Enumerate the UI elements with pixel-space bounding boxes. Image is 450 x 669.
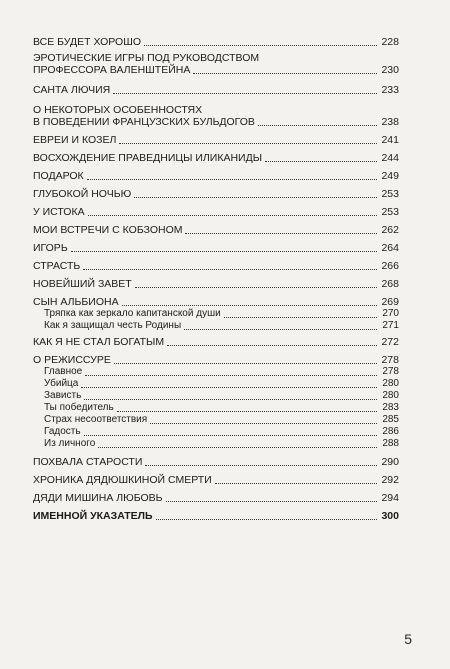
toc-entry-title: ГЛУБОКОЙ НОЧЬЮ — [33, 188, 132, 200]
dot-leader — [215, 482, 377, 484]
toc-entry-title: О РЕЖИССУРЕ — [33, 354, 111, 366]
dot-leader — [84, 434, 377, 436]
dot-leader — [114, 362, 377, 364]
toc-subentry — [33, 390, 399, 402]
toc-entry-title: ЭРОТИЧЕСКИЕ ИГРЫ ПОД РУКОВОДСТВОМ — [33, 52, 260, 64]
toc-page-number: 288 — [382, 438, 399, 449]
dot-leader — [81, 386, 377, 388]
toc-page-number: 262 — [381, 224, 399, 236]
dot-leader — [135, 286, 377, 288]
toc-entry — [33, 492, 399, 504]
toc-page-number: 271 — [382, 320, 399, 331]
toc-page-number: 270 — [382, 308, 399, 319]
dot-leader — [150, 422, 377, 424]
toc-page-number: 280 — [382, 378, 399, 389]
toc-entry — [33, 152, 399, 164]
toc-entry — [33, 336, 399, 348]
toc-entry-title: ВСЕ БУДЕТ ХОРОШО — [33, 36, 142, 48]
toc-page-number: 290 — [381, 456, 399, 468]
toc-page-number: 230 — [381, 64, 399, 76]
dot-leader — [185, 232, 377, 234]
dot-leader — [117, 410, 377, 412]
toc-entry — [33, 474, 399, 486]
toc-page-number: 253 — [381, 206, 399, 218]
toc-page-number: 241 — [381, 134, 399, 146]
dot-leader — [134, 196, 377, 198]
toc-entry — [33, 104, 399, 128]
dot-leader — [224, 316, 377, 318]
toc-entry-title: ИМЕННОЙ УКАЗАТЕЛЬ — [33, 510, 153, 522]
toc-entry-title: Как я защищал честь Родины — [44, 320, 182, 331]
toc-entry — [33, 354, 399, 366]
toc-subentry — [33, 320, 399, 332]
toc-entry — [33, 278, 399, 290]
toc-entry-title: КАК Я НЕ СТАЛ БОГАТЫМ — [33, 336, 165, 348]
dot-leader — [156, 518, 377, 520]
toc-page-number: 228 — [381, 36, 399, 48]
toc-entry-title: ЕВРЕИ И КОЗЕЛ — [33, 134, 117, 146]
toc-entry-title: Главное — [44, 366, 83, 377]
toc-entry-title: Зависть — [44, 390, 82, 401]
toc-entry-title: СЫН АЛЬБИОНА — [33, 296, 119, 308]
toc-page-number: 266 — [381, 260, 399, 272]
toc-entry — [33, 188, 399, 200]
dot-leader — [193, 72, 377, 74]
dot-leader — [166, 500, 377, 502]
toc-entry — [33, 296, 399, 308]
toc-page-number: 280 — [382, 390, 399, 401]
toc-entry-title: О НЕКОТОРЫХ ОСОБЕННОСТЯХ — [33, 104, 203, 116]
toc-page-number: 300 — [381, 510, 399, 522]
toc-page-number: 286 — [382, 426, 399, 437]
toc-page-number: 264 — [381, 242, 399, 254]
dot-leader — [144, 44, 377, 46]
toc-entry — [33, 36, 399, 48]
toc-entry — [33, 206, 399, 218]
toc-page-number: 272 — [381, 336, 399, 348]
toc-entry-title: Убийца — [44, 378, 79, 389]
dot-leader — [113, 92, 377, 94]
toc-entry-title: ПОХВАЛА СТАРОСТИ — [33, 456, 143, 468]
toc-page-number: 253 — [381, 188, 399, 200]
dot-leader — [87, 178, 377, 180]
toc-subentry — [33, 414, 399, 426]
toc-entry-title: ДЯДИ МИШИНА ЛЮБОВЬ — [33, 492, 163, 504]
toc-entry — [33, 260, 399, 272]
toc-entry-title: ХРОНИКА ДЯДЮШКИНОЙ СМЕРТИ — [33, 474, 212, 486]
toc-entry-title: СТРАСТЬ — [33, 260, 81, 272]
dot-leader — [122, 304, 377, 306]
toc-entry-title: ПРОФЕССОРА ВАЛЕНШТЕЙНА — [33, 64, 191, 76]
toc-entry — [33, 242, 399, 254]
dot-leader — [71, 250, 377, 252]
toc-subentry — [33, 402, 399, 414]
toc-page-number: 233 — [381, 84, 399, 96]
toc-entry-title: Ты победитель — [44, 402, 114, 413]
dot-leader — [184, 328, 377, 330]
toc-entry — [33, 510, 399, 522]
toc-entry-title: САНТА ЛЮЧИЯ — [33, 84, 111, 96]
dot-leader — [167, 344, 377, 346]
toc-entry — [33, 52, 399, 76]
dot-leader — [119, 142, 377, 144]
toc-entry — [33, 134, 399, 146]
dot-leader — [145, 464, 377, 466]
dot-leader — [98, 446, 377, 448]
toc-entry — [33, 84, 399, 96]
toc-entry-title: ИГОРЬ — [33, 242, 68, 254]
toc-page-number: 283 — [382, 402, 399, 413]
dot-leader — [265, 160, 377, 162]
toc-subentry — [33, 308, 399, 320]
toc-page-number: 244 — [381, 152, 399, 164]
toc-page-number: 268 — [381, 278, 399, 290]
toc-subentry — [33, 438, 399, 450]
toc-entry — [33, 224, 399, 236]
dot-leader — [84, 398, 377, 400]
toc-entry-title: Страх несоответствия — [44, 414, 148, 425]
toc-subentry — [33, 366, 399, 378]
dot-leader — [83, 268, 377, 270]
page-number: 5 — [404, 631, 412, 647]
toc-page-number: 278 — [382, 366, 399, 377]
toc-entry-title: Тряпка как зеркало капитанской души — [44, 308, 221, 319]
toc-page-number: 238 — [381, 116, 399, 128]
toc-entry-title: Из личного — [44, 438, 96, 449]
toc-page-number: 249 — [381, 170, 399, 182]
toc-entry-title: ВОСХОЖДЕНИЕ ПРАВЕДНИЦЫ ИЛИКАНИДЫ — [33, 152, 262, 164]
toc-entry-title: В ПОВЕДЕНИИ ФРАНЦУЗСКИХ БУЛЬДОГОВ — [33, 116, 255, 128]
toc-page-number: 294 — [381, 492, 399, 504]
dot-leader — [88, 214, 377, 216]
toc-entry — [33, 456, 399, 468]
toc-subentry — [33, 378, 399, 390]
toc-page-number: 285 — [382, 414, 399, 425]
toc-entry-title: МОИ ВСТРЕЧИ С КОБЗОНОМ — [33, 224, 183, 236]
toc-entry-title: НОВЕЙШИЙ ЗАВЕТ — [33, 278, 132, 290]
toc-entry — [33, 170, 399, 182]
toc-entry-title: У ИСТОКА — [33, 206, 85, 218]
toc-page-number: 292 — [381, 474, 399, 486]
toc-entry-title: ПОДАРОК — [33, 170, 84, 182]
toc-entry-title: Гадость — [44, 426, 81, 437]
dot-leader — [85, 374, 377, 376]
toc-page-number: 278 — [381, 354, 399, 366]
toc-subentry — [33, 426, 399, 438]
dot-leader — [258, 124, 377, 126]
toc-page-number: 269 — [381, 296, 399, 308]
